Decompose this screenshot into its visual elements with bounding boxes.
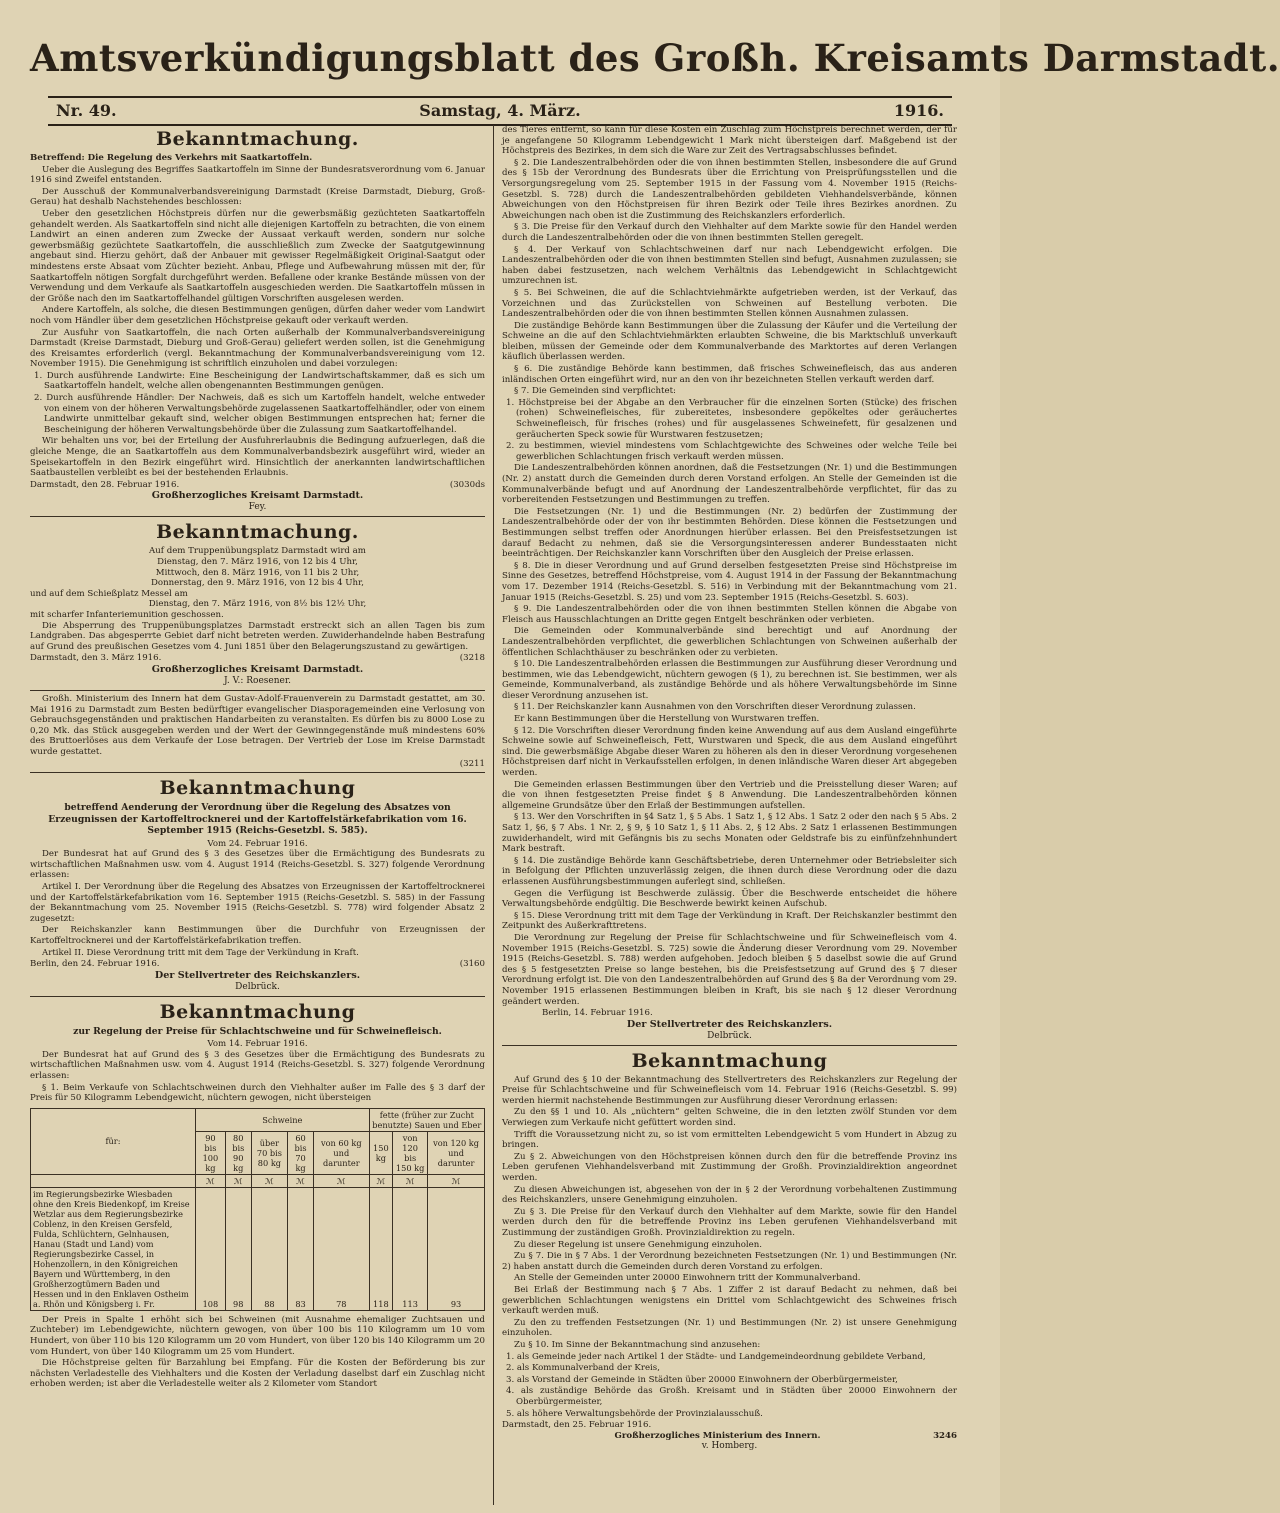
notice-heading: Bekanntmachung. [156,521,359,544]
unit-cell: ℳ [288,1174,314,1187]
table-header: Schweine [196,1108,370,1131]
left-column [30,125,485,1505]
paragraph: § 5. Bei Schweinen, die auf die Schlachtviehmärkte aufgetrieben werden, ist der Verkauf, das Vorzeichnen und das Zurückstellen von Schweinen auf Bestellung verboten. Die Landeszentralbehörden oder die von ihnen bestimmten Stellen können Ausnahmen zulassen. [502,287,957,320]
notice-saatkartoffeln [30,127,485,513]
paragraph: Der Ausschuß der Kommunalverbandsvereinigung Darmstadt (Kreise Darmstadt, Dieburg, Groß-Gerau) hat deshalb Nachstehendes beschlossen: [30,186,485,208]
price-cell: 113 [393,1187,428,1310]
paragraph: Artikel II. Diese Verordnung tritt mit dem Tage der Verkündung in Kraft. [42,947,359,958]
place-date: Darmstadt, den 25. Februar 1916. [502,1420,652,1431]
paragraph: § 10. Die Landeszentralbehörden erlassen die Bestimmungen zur Ausführung dieser Verordnung und bestimmen, wie das Lebendgewicht, nüchtern gewogen (§ 1), zu berechnen ist. Sie bestimmen, wer als Gemeinde, Kommunalverband, als zuständige Behörde und als höhere Verwaltungsbehörde im Sinne dieser Verordnung anzusehen ist. [502,659,957,701]
signer-name: J. V.: Roesener. [223,675,292,686]
list-item: 4. als zuständige Behörde das Großh. Kreisamt und in Städten über 20000 Einwohnern der Oberbürgermeister, [506,1386,957,1407]
paragraph: Der Preis in Spalte 1 erhöht sich bei Schweinen (mit Ausnahme ehemaliger Zuchtsauen und Zuchteber) im Lebendgewichte, nüchtern gewogen, von über 100 bis 110 Kilogramm um 10 vom Hundert, von über 110 bis 120 Kilogramm um 20 vom Hundert, von über 120 bis 140 Kilogramm um 20 vom Hundert, von über 140 Kilogramm um 25 vom Hundert. [30,1314,485,1357]
table-subheader: von 60 kg und darunter [314,1131,370,1174]
table-subheader: 90 bis 100 kg [196,1131,226,1174]
paragraph: 1. Durch ausführende Landwirte: Eine Bescheinigung der Landwirtschaftskammer, daß es sich um Saatkartoffeln handelt, welche allen obengenannten Bestimmungen genügen. [34,370,485,392]
notice-heading: Bekanntmachung [159,1000,356,1023]
table-subheader: über 70 bis 80 kg [251,1131,287,1174]
price-cell: 108 [196,1187,226,1310]
notice-heading: Bekanntmachung [631,1049,828,1072]
paragraph: Die Festsetzungen (Nr. 1) und die Bestimmungen (Nr. 2) bedürfen der Zustimmung der Landeszentralbehörde oder der von ihr bestimmten Behörden. Diese können die Festsetzungen und Bestimmungen selbst treffen oder Anordnungen hierüber erlassen. Bei den Preisfestsetzungen ist darauf Bedacht zu nehmen, daß sie die Versorgungsinteressen anderer Bundesstaaten nicht beeinträchtigen. Der Reichskanzler kann Vorschriften über den Ausgleich der Preise erlassen. [502,506,957,560]
table-row [31,1187,485,1310]
paragraph: § 8. Die in dieser Verordnung und auf Grund derselben festgesetzten Preise sind Höchstpreise im Sinne des Gesetzes, betreffend Höchstpreise, vom 4. August 1914 in der Fassung der Bekanntmachung vom 17. Dezember 1914 (Reichs-Gesetzbl. S. 516) in Verbindung mit der Bekanntmachung vom 21. Januar 1915 (Reichs-Gesetzbl. S. 25) und vom 23. September 1915 (Reichs-Gesetzbl. S. 603). [502,560,957,603]
line: mit scharfer Infanteriemunition geschossen. [30,609,224,620]
place-date: Darmstadt, den 28. Februar 1916. [30,479,180,490]
paragraph: Artikel I. Der Verordnung über die Regelung des Absatzes von Erzeugnissen der Kartoffeltrocknerei und der Kartoffelstärkefabrikation vom 16. September 1915 (Reichs-Gesetzbl. S. 585) in der Fassung der Bekanntmachung vom 25. November 1915 (Reichs-Gesetzbl. S. 778) wird folgender Absatz 2 zugesetzt: [30,881,485,924]
table-subheader: von 120 bis 150 kg [393,1131,428,1174]
line: Mittwoch, den 8. März 1916, von 11 bis 2 Uhr, [155,567,360,578]
place-date-line [30,759,485,770]
paragraph: 1. Höchstpreise bei der Abgabe an den Verbraucher für die einzelnen Sorten (Stücke) des frischen (rohen) Schweinefleisches, für zubereitetes, insbesondere gepökeltes oder geräuchertes Schweinefleisch, für frisches (rohes) und für ausgelassenes Schweinefett, für gesalzenen und geräucherten Speck sowie für Wurstwaren festzusetzen; [506,397,957,440]
paragraph: § 7. Die Gemeinden sind verpflichtet: [514,386,676,397]
paragraph: Die zuständige Behörde kann Bestimmungen über die Zulassung der Käufer und die Verteilung der Schweine an die auf den Schlachtviehmärkten erlaubten Schweine, die bis Marktschluß unverkauft bleiben, müssen der Gemeinde oder dem Kommunalverbande des Marktortes auf deren Verlangen käuflich überlassen werden. [502,320,957,363]
signer: Großherzogliches Kreisamt Darmstadt. [151,490,364,502]
issue-number: Nr. 49. [56,101,117,120]
notice-schweinepreise-continued [502,125,957,1042]
signer: Der Stellvertreter des Reichskanzlers. [154,969,361,981]
paragraph: Die Landeszentralbehörden können anordnen, daß die Festsetzungen (Nr. 1) und die Bestimmungen (Nr. 2) anstatt durch die Gemeinden durch deren Vorstand erfolgen. An Stelle der Gemeinden ist die Kommunalverbände befugt und auf Anordnung der Landeszentralbehörde verpflichtet, für das zu vorbereitenden Festsetzungen und Bestimmungen zu treffen. [502,463,957,506]
reference-number: 3246 [933,1430,957,1441]
paragraph: § 13. Wer den Vorschriften in §4 Satz 1, § 5 Abs. 1 Satz 1, § 12 Abs. 1 Satz 2 oder den nach § 5 Abs. 2 Satz 1, §6, § 7 Abs. 1 Nr. 2, § 9, § 10 Satz 1, § 11 Abs. 2, § 12 Abs. 2 Satz 1 erlassenen Bestimmungen zuwiderhandelt, wird mit Gefängnis bis zu sechs Monaten oder Geldstrafe bis zu einfünfzehnhundert Mark bestraft. [502,812,957,855]
paragraph: Auf Grund des § 10 der Bekanntmachung des Stellvertreters des Reichskanzlers zur Regelung der Preise für Schlachtschweine und für Schweinefleisch vom 14. Februar 1916 (Reichs-Gesetzbl. S. 99) werden hiermit nachstehende Bestimmungen zur Ausführung dieser Verordnung erlassen: [502,1074,957,1106]
signer-name: v. Homberg. [701,1441,758,1452]
notice-heading: Bekanntmachung. [156,128,359,150]
line: und auf dem Schießplatz Messel am [30,588,188,599]
section-rule [30,516,485,517]
paragraph: Zu § 3. Die Preise für den Verkauf durch den Viehhalter auf dem Markte, sowie für den Handel werden durch den für die betreffende Provinz ins Leben gerufenen Viehhandelsverband mit Zustimmung der zuständigen Großh. Provinzialdirektion zu regeln. [502,1206,957,1238]
table-subheader: 150 kg [369,1131,393,1174]
notice-ausfuehrung [502,1049,957,1453]
paragraph: § 15. Diese Verordnung tritt mit dem Tage der Verkündung in Kraft. Der Reichskanzler bestimmt den Zeitpunkt des Außerkrafttretens. [502,910,957,932]
paragraph: des Tieres entfernt, so kann für diese Kosten ein Zuschlag zum Höchstpreis berechnet werden, der für je angefangene 50 Kilogramm Lebendgewicht 1 Mark nicht übersteigen darf. Maßgebend ist der Höchstpreis des Bezirkes, in dem sich die Ware zur Zeit des Vertragsabschlusses befindet. [502,125,957,157]
list-item: 1. als Gemeinde jeder nach Artikel 1 der Städte- und Landgemeindeordnung gebildete Verband, [506,1351,926,1362]
paragraph: Zu den zu treffenden Festsetzungen (Nr. 1) und Bestimmungen (Nr. 2) ist unsere Genehmigung einzuholen. [502,1317,957,1339]
unit-cell: ℳ [393,1174,428,1187]
notice-verlosung [30,694,485,769]
section-rule [30,772,485,773]
paragraph: Die Gemeinden erlassen Bestimmungen über den Vertrieb und die Preisstellung dieser Waren; auf die von ihnen festgesetzten Preise findet § 8 Anwendung. Die Landeszentralbehörden können allgemeine Grundsätze über den Erlaß der Bestimmungen aufstellen. [502,779,957,811]
signer-line [502,1431,957,1442]
paragraph: Die Höchstpreise gelten für Barzahlung bei Empfang. Für die Kosten der Beförderung bis zur nächsten Verladestelle des Viehhalters und die Kosten der Verladung daselbst darf ein Zuschlag nicht erhoben werden; ist aber die Verladestelle weiter als 2 Kilometer vom Standort [30,1358,485,1390]
paragraph: Der Bundesrat hat auf Grund des § 3 des Gesetzes über die Ermächtigung des Bundesrats zu wirtschaftlichen Maßnahmen usw. vom 4. August 1914 (Reichs-Gesetzbl. S. 327) folgende Verordnung erlassen: [30,1049,485,1081]
line: Dienstag, den 7. März 1916, von 8½ bis 12½ Uhr, [148,599,367,610]
line: Donnerstag, den 9. März 1916, von 12 bis 4 Uhr, [151,578,364,589]
paragraph: Wir behalten uns vor, bei der Erteilung der Ausfuhrerlaubnis die Bedingung aufzuerlegen, daß die gleiche Menge, die an Saatkartoffeln aus dem Kommunalverbandsbezirk ausgeführt wird, wieder an Speisekartoffeln in den Bezirk eingeführt wird. Hinsichtlich der anerkannten landwirtschaftlichen Saatbaustellen verbleibt es bei der bestehenden Erlaubnis. [30,436,485,479]
table-subheader: 60 bis 70 kg [288,1131,314,1174]
unit-cell: ℳ [196,1174,226,1187]
paragraph: Ueber die Auslegung des Begriffes Saatkartoffeln im Sinne der Bundesratsverordnung vom 6. Januar 1916 sind Zweifel entstanden. [30,164,485,186]
issue-date: Samstag, 4. März. [419,101,581,120]
right-column [502,125,957,1505]
price-cell: 78 [314,1187,370,1310]
paragraph: Zu dieser Regelung ist unsere Genehmigung einzuholen. [514,1239,762,1250]
masthead-title: Amtsverkündigungsblatt des Großh. Kreisamts Darmstadt. [30,36,1280,80]
notice-kartoffeltrocknerei [30,776,485,993]
price-cell: 93 [428,1187,485,1310]
notice-subtitle: betreffend Aenderung der Verordnung über die Regelung des Absatzes von Erzeugnissen der Kartoffeltrocknerei und der Kartoffelstärkefabrikation vom 16. September 1915 (Reichs-Gesetzbl. S. 585). [48,802,467,837]
reference-number: (3160 [459,959,485,970]
paragraph: § 11. Der Reichskanzler kann Ausnahmen von den Vorschriften dieser Verordnung zulassen. [514,702,916,713]
paragraph: Der Reichskanzler kann Bestimmungen über die Durchfuhr von Erzeugnissen der Kartoffeltrocknerei und der Kartoffelstärkefabrikation treffen. [30,925,485,946]
signer-name: Delbrück. [235,981,280,992]
paragraph: Zur Ausfuhr von Saatkartoffeln, die nach Orten außerhalb der Kommunalverbandsvereinigung Darmstadt (Kreise Darmstadt, Dieburg und Groß-Gerau) geliefert werden sollen, ist die Genehmigung des Kreisamtes erforderlich (vergl. Bekanntmachung der Kommunalverbandsvereinigung vom 12. November 1915). Die Genehmigung ist schriftlich einzuholen und dabei vorzulegen: [30,327,485,370]
paragraph: 2. zu bestimmen, wieviel mindestens vom Schlachtgewichte des Schweines oder welche Teile bei gewerblichen Schlachtungen frisch verkauft werden müssen. [506,441,957,462]
place-date: Berlin, 14. Februar 1916. [542,1008,653,1019]
paragraph: § 12. Die Vorschriften dieser Verordnung finden keine Anwendung auf aus dem Ausland eingeführte Schweine sowie auf Schweinefleisch, Fett, Wurstwaren und Speck, die aus dem Ausland eingeführt sind. Die gewerbsmäßige Abgabe dieser Waren zu höheren als den in dieser Verordnung vorgesehenen Höchstpreisen darf nicht in Verkaufsstellen erfolgen, in denen inländische Waren dieser Art abgegeben werden. [502,725,957,779]
paragraph: Die Gemeinden oder Kommunalverbände sind berechtigt und auf Anordnung der Landeszentralbehörden verpflichtet, die gewerblichen Schlachtungen von Schweinen außerhalb der öffentlichen Schlachthäuser zu beschränken oder zu verbieten. [502,626,957,658]
notice-subject: Betreffend: Die Regelung des Verkehrs mit Saatkartoffeln. [30,153,313,163]
place-date: Darmstadt, den 3. März 1916. [30,653,162,664]
paragraph: § 14. Die zuständige Behörde kann Geschäftsbetriebe, deren Unternehmer oder Betriebsleiter sich in Befolgung der Pflichten unzuverlässig zeigen, die ihnen durch diese Verordnung oder die dazu erlassenen Ausführungsbestimmungen auferlegt sind, schließen. [502,855,957,887]
paragraph: Zu § 2. Abweichungen von den Höchstpreisen können durch den für die betreffende Provinz ins Leben gerufenen Viehhandelsverband mit Zustimmung der Großh. Provinzialdirektion angeordnet werden. [502,1151,957,1184]
paragraph: Er kann Bestimmungen über die Herstellung von Wurstwaren treffen. [514,714,820,725]
signer-name: Delbrück. [707,1030,752,1041]
reference-number: (3218 [459,653,485,664]
notice-schweinepreise [30,1000,485,1390]
paragraph: Zu diesen Abweichungen ist, abgesehen von der in § 2 der Verordnung vorbehaltenen Zustimmung des Reichskanzlers, unsere Genehmigung einzuholen. [502,1184,957,1206]
paragraph: Gegen die Verfügung ist Beschwerde zulässig. Über die Beschwerde entscheidet die höhere Verwaltungsbehörde endgültig. Die Beschwerde bewirkt keinen Aufschub. [502,888,957,910]
place-date: Berlin, den 24. Februar 1916. [30,959,160,970]
unit-cell: ℳ [314,1174,370,1187]
section-rule [30,996,485,997]
place-date-line [30,480,485,491]
paragraph: § 9. Die Landeszentralbehörden oder die von ihnen bestimmten Stellen können die Abgabe von Fleisch aus Hausschlachtungen an Dritte gegen Entgelt beschränken oder verbieten. [502,604,957,625]
paragraph: Großh. Ministerium des Innern hat dem Gustav-Adolf-Frauenverein zu Darmstadt gestattet, am 30. Mai 1916 zu Darmstadt zum Besten bedürftiger evangelischer Diasporagemeinden eine Verlosung von Gebrauchsgegenständen und praktischen Handarbeiten zu veranstalten. Es dürfen bis zu 8000 Lose zu 0,20 Mk. das Stück ausgegeben werden und der Wert der Gewinngegenstände muß mindestens 60% des Bruttoerlöses aus dem Verkaufe der Lose betragen. Der Vertrieb der Lose im Kreise Darmstadt wurde gestattet. [30,693,485,757]
notice-subtitle: zur Regelung der Preise für Schlachtschweine und für Schweinefleisch. [73,1025,442,1037]
issue-year: 1916. [893,101,944,120]
notice-date: Vom 14. Februar 1916. [207,1039,308,1050]
reference-number: (3030ds [449,479,485,490]
price-table [30,1108,485,1311]
dateline [48,96,952,126]
paragraph: Der Bundesrat hat auf Grund des § 3 des Gesetzes über die Ermächtigung des Bundesrats zu wirtschaftlichen Maßnahmen usw. vom 4. August 1914 (Reichs-Gesetzbl. S. 327) folgende Verordnung erlassen: [30,849,485,881]
section-rule [30,690,485,691]
list-item: 2. als Kommunalverband der Kreis, [506,1363,660,1374]
paragraph: § 1. Beim Verkaufe von Schlachtschweinen durch den Viehhalter außer im Falle des § 3 darf der Preis für 50 Kilogramm Lebendgewicht, nüchtern gewogen, nicht übersteigen [30,1082,485,1104]
table-header: fette (früher zur Zucht benutzte) Sauen und Eber [369,1108,484,1131]
list-item: 5. als höhere Verwaltungsbehörde der Provinzialausschuß. [506,1408,763,1419]
paragraph: Die Verordnung zur Regelung der Preise für Schlachtschweine und für Schweinefleisch vom 4. November 1915 (Reichs-Gesetzbl. S. 725) sowie die Änderung dieser Verordnung vom 29. November 1915 (Reichs-Gesetzbl. S. 788) werden aufgehoben. Jedoch bleiben § 5 daselbst sowie die auf Grund des § 5 festgesetzten Preise so lange bestehen, bis die Preisfestsetzung auf Grund des § 7 dieser Verordnung erfolgt ist. Die von den Landeszentralbehörden auf Grund des § 8a der Verordnung vom 29. November 1915 erlassenen Bestimmungen bleiben in Kraft, bis sie nach § 12 dieser Verordnung geändert werden. [502,932,957,1007]
section-rule [502,1045,957,1046]
paragraph: Bei Erlaß der Bestimmung nach § 7 Abs. 1 Ziffer 2 ist darauf Bedacht zu nehmen, daß bei gewerblichen Schlachtungen wenigstens ein Drittel vom Schlachtgewicht des Schweines frisch verkauft werden muß. [502,1284,957,1317]
signer: Der Stellvertreter des Reichskanzlers. [626,1018,833,1030]
place-date-line [30,653,485,664]
signer: Großherzogliches Kreisamt Darmstadt. [151,663,364,675]
paragraph: Trifft die Voraussetzung nicht zu, so ist vom ermittelten Lebendgewicht 5 vom Hundert in Abzug zu bringen. [502,1129,957,1151]
paragraph: Andere Kartoffeln, als solche, die diesen Bestimmungen genügen, dürfen daher weder vom Landwirt noch vom Händler über dem gesetzlichen Höchstpreise gekauft oder verkauft werden. [30,305,485,326]
notice-date: Vom 24. Februar 1916. [207,838,308,849]
price-cell: 98 [225,1187,251,1310]
price-cell: 118 [369,1187,393,1310]
paragraph: Zu § 7. Die in § 7 Abs. 1 der Verordnung bezeichneten Festsetzungen (Nr. 1) und Bestimmungen (Nr. 2) haben anstatt durch die Gemeinden durch deren Vorstand zu erfolgen. [502,1251,957,1272]
table-subheader: von 120 kg und darunter [428,1131,485,1174]
unit-cell: ℳ [225,1174,251,1187]
unit-cell: ℳ [428,1174,485,1187]
paragraph: Die Absperrung des Truppenübungsplatzes Darmstadt erstreckt sich an allen Tagen bis zum Landgraben. Das abgesperrte Gebiet darf nicht betreten werden. Zuwiderhandelnde haben Bestrafung auf Grund des preußischen Gesetzes vom 4. Juni 1851 über den Belagerungszustand zu gewärtigen. [30,620,485,652]
price-cell: 88 [251,1187,287,1310]
line: Auf dem Truppenübungsplatz Darmstadt wird am [149,546,366,557]
place-date-line [30,959,485,970]
notice-schiessen [30,520,485,687]
notice-heading: Bekanntmachung [159,777,356,800]
unit-cell: ℳ [369,1174,393,1187]
unit-cell: ℳ [251,1174,287,1187]
paragraph: An Stelle der Gemeinden unter 20000 Einwohnern tritt der Kommunalverband. [514,1273,861,1284]
table-header: für: [31,1108,196,1174]
paragraph: Zu § 10. Im Sinne der Bekanntmachung sind anzusehen: [514,1339,761,1350]
paragraph: § 4. Der Verkauf von Schlachtschweinen darf nur nach Lebendgewicht erfolgen. Die Landeszentralbehörden oder die von ihnen bestimmten Stellen sind befugt, Ausnahmen zuzulassen; sie haben dabei festzusetzen, nach welchem Verhältnis das Lebendgewicht in Schlachtgewicht umzurechnen ist. [502,244,957,287]
paragraph: § 3. Die Preise für den Verkauf durch den Viehhalter auf dem Markte sowie für den Handel werden durch die Landeszentralbehörden oder die von ihnen bestimmten Stellen geregelt. [502,222,957,243]
signer: Großherzogliches Ministerium des Innern. [614,1430,821,1441]
paragraph: § 2. Die Landeszentralbehörden oder die von ihnen bestimmten Stellen, insbesondere die auf Grund des § 15b der Verordnung des Bundesrats über die Errichtung von Preisprüfungsstellen und die Versorgungsregelung vom 25. September 1915 in der Fassung vom 4. November 1915 (Reichs-Gesetzbl. S. 728) durch die Landeszentralbehörden gebildeten Viehhandelsverbände, können Abweichungen von den Höchstpreisen für ihren Bezirk oder Teile ihres Bezirkes anordnen. Zu Abweichungen nach oben ist die Zustimmung des Reichskanzlers erforderlich. [502,157,957,221]
signer-name: Fey. [248,502,267,513]
list-item: 3. als Vorstand der Gemeinde in Städten über 20000 Einwohnern der Oberbürgermeister, [506,1374,898,1385]
column-divider [493,125,494,1505]
region-cell: im Regierungsbezirke Wiesbaden ohne den Kreis Biedenkopf, im Kreise Wetzlar aus dem Regierungsbezirke Coblenz, in den Kreisen Gersfeld, Fulda, Schlüchtern, Gelnhausen, Hanau (Stadt und Land) vom Regierungsbezirke Cassel, in Hohenzollern, in den Königreichen Bayern und Württemberg, in den Großherzogtümern Baden und Hessen und in den Enklaven Ostheim a. Rhön und Königsberg i. Fr. [31,1187,196,1310]
price-cell: 83 [288,1187,314,1310]
paragraph: Zu den §§ 1 und 10. Als „nüchtern“ gelten Schweine, die in den letzten zwölf Stunden vor dem Verwiegen zum Verkaufe nicht gefüttert worden sind. [502,1107,957,1129]
paragraph: § 6. Die zuständige Behörde kann bestimmen, daß frisches Schweinefleisch, das aus anderen inländischen Orten eingeführt wird, nur an den von ihr bezeichneten Stellen verkauft werden darf. [502,364,957,385]
paragraph: Ueber den gesetzlichen Höchstpreis dürfen nur die gewerbsmäßig gezüchteten Saatkartoffeln gehandelt werden. Als Saatkartoffeln sind nicht alle diejenigen Kartoffeln zu betrachten, die von einem Landwirt an einen anderen zum Zwecke der Aussaat verkauft werden, sondern nur solche gewerbsmäßig gezüchtete Saatkartoffeln, die ausschließlich zum Zwecke der Saatgutgewinnung angebaut sind. Hierzu gehört, daß der Anbauer mit gewisser Regelmäßigkeit Original-Saatgut oder mindestens erste Absaat vom Züchter bezieht. Anbau, Pflege und Aufbewahrung müssen mit der, für Saatkartoffeln nötigen Sorgfalt durchgeführt werden. Befallene oder kranke Bestände müssen von der Verwendung und dem Verkaufe als Saatkartoffeln ausgeschieden werden. Die Saatkartoffeln müssen in der Größe nach den im Saatkartoffelhandel gültigen Vorschriften ausgelesen werden. [30,208,485,304]
paragraph: 2. Durch ausführende Händler: Der Nachweis, daß es sich um Kartoffeln handelt, welche entweder von einem von der höheren Verwaltungsbehörde zugelassenen Saatkartoffelhändler, oder von einem Landwirte unmittelbar gekauft sind, welcher obigen Bestimmungen entsprechen hat; ferner die Bescheinigung der höheren Verwaltungsbehörde über die Zulassung zum Saatkartoffelhandel. [34,393,485,435]
reference-number: (3211 [459,758,485,769]
table-subheader: 80 bis 90 kg [225,1131,251,1174]
line: Dienstag, den 7. März 1916, von 12 bis 4 Uhr, [157,557,358,567]
